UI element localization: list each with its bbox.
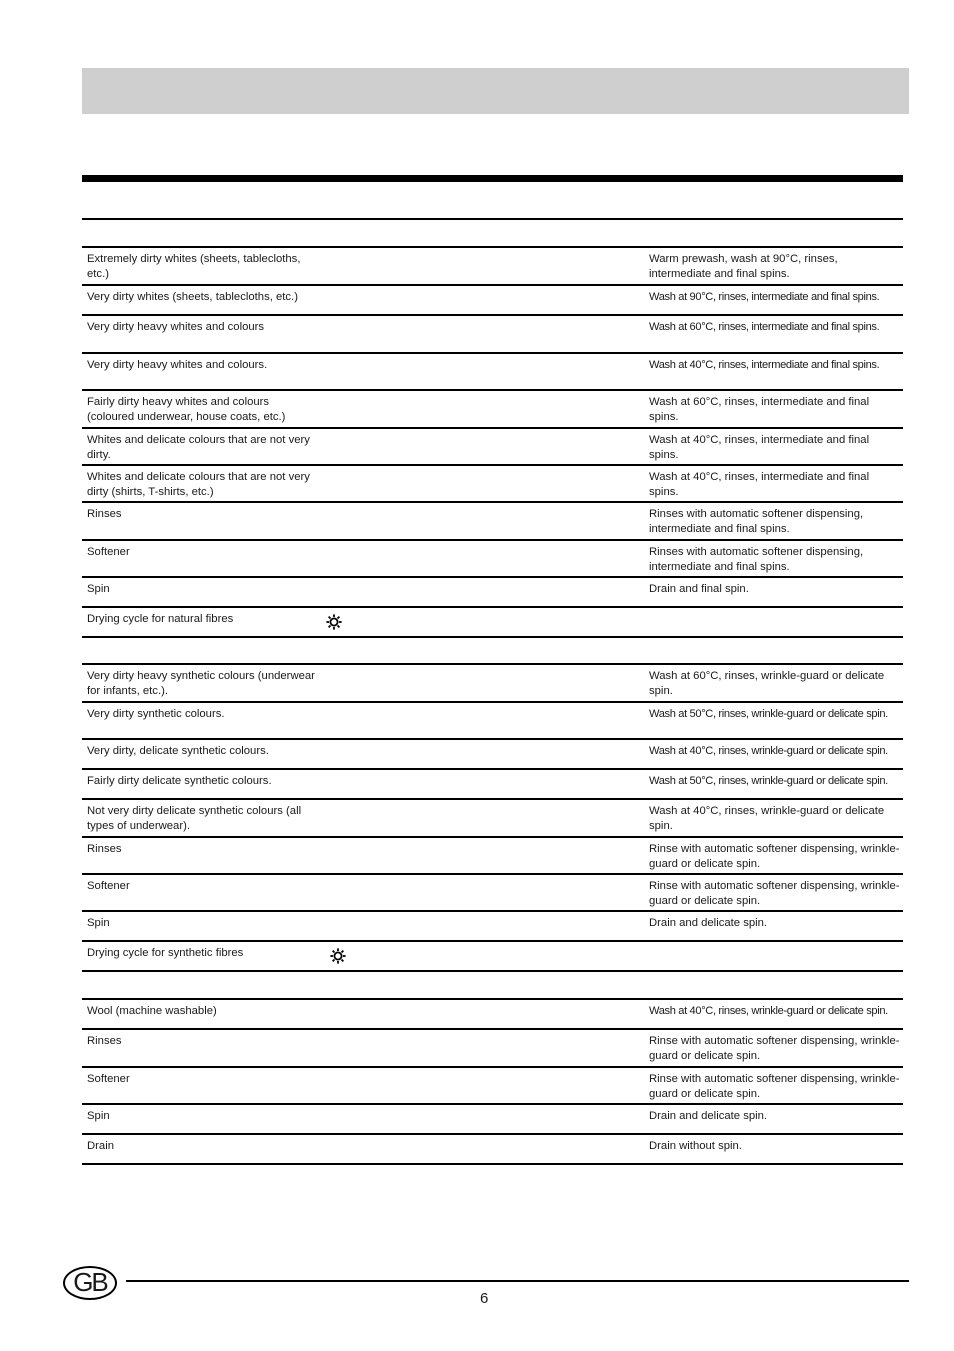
table-row	[82, 912, 903, 940]
row-rule	[82, 636, 903, 638]
sun-icon	[326, 614, 342, 630]
row-action: Wash at 40°C, rinses, intermediate and final spins.	[649, 359, 880, 371]
row-description: Whites and delicate colours that are not very dirty.	[87, 434, 310, 461]
row-description: Rinses	[87, 508, 122, 520]
table-row	[82, 942, 903, 970]
table-row	[82, 503, 903, 539]
sun-icon	[330, 948, 346, 964]
table-row	[82, 578, 903, 606]
table-row	[82, 1068, 903, 1103]
section-top-rule	[82, 175, 903, 182]
table-row	[82, 391, 903, 427]
row-action: Rinses with automatic softener dispensing, intermediate and final spins.	[649, 546, 864, 573]
table-row	[82, 770, 903, 798]
row-action: Wash at 60°C, rinses, intermediate and final spins.	[649, 321, 880, 333]
table-row	[82, 838, 903, 873]
table-row	[82, 875, 903, 910]
row-action: Drain and final spin.	[649, 583, 749, 595]
table-row	[82, 1030, 903, 1066]
row-description: Rinses	[87, 1035, 122, 1047]
table-header-rule	[82, 218, 903, 220]
row-action: Wash at 40°C, rinses, intermediate and final spins.	[649, 471, 870, 498]
row-action: Drain without spin.	[649, 1140, 742, 1152]
row-description: Very dirty, delicate synthetic colours.	[87, 745, 269, 757]
table-row	[82, 740, 903, 768]
row-description: Rinses	[87, 843, 122, 855]
row-action: Wash at 60°C, rinses, intermediate and final spins.	[649, 396, 870, 423]
row-description: Softener	[87, 1073, 130, 1085]
row-description: Not very dirty delicate synthetic colours (all types of underwear).	[87, 805, 302, 832]
row-description: Very dirty heavy whites and colours	[87, 321, 265, 333]
table-row	[82, 541, 903, 576]
row-description: Spin	[87, 917, 110, 929]
row-action: Wash at 50°C, rinses, wrinkle-guard or delicate spin.	[649, 775, 888, 787]
row-action: Wash at 40°C, rinses, wrinkle-guard or delicate spin.	[649, 1005, 888, 1017]
table-row	[82, 1000, 903, 1028]
row-action: Wash at 40°C, rinses, wrinkle-guard or delicate spin.	[649, 745, 888, 757]
table-row	[82, 1105, 903, 1133]
footer-rule	[126, 1280, 909, 1282]
table-row	[82, 429, 903, 464]
row-action: Wash at 50°C, rinses, wrinkle-guard or delicate spin.	[649, 708, 888, 720]
table-row	[82, 286, 903, 314]
row-action: Rinse with automatic softener dispensing, wrinkle-guard or delicate spin.	[649, 843, 900, 870]
row-action: Wash at 90°C, rinses, intermediate and final spins.	[649, 291, 880, 303]
row-description: Drying cycle for natural fibres	[87, 613, 234, 625]
row-action: Rinse with automatic softener dispensing, wrinkle-guard or delicate spin.	[649, 1073, 900, 1100]
page-number: 6	[480, 1290, 489, 1307]
row-description: Spin	[87, 583, 110, 595]
table-row	[82, 608, 903, 636]
row-description: Spin	[87, 1110, 110, 1122]
row-description: Wool (machine washable)	[87, 1005, 217, 1017]
row-action: Warm prewash, wash at 90°C, rinses, intermediate and final spins.	[649, 253, 838, 280]
row-description: Softener	[87, 546, 130, 558]
row-rule	[82, 970, 903, 972]
table-row	[82, 800, 903, 836]
country-badge: GB	[63, 1266, 117, 1300]
row-description: Very dirty heavy synthetic colours (underwear for infants, etc.).	[87, 670, 315, 697]
row-description: Very dirty whites (sheets, tablecloths, etc.)	[87, 291, 298, 303]
row-description: Drying cycle for synthetic fibres	[87, 947, 244, 959]
row-action: Rinses with automatic softener dispensing, intermediate and final spins.	[649, 508, 864, 535]
table-row	[82, 665, 903, 701]
table-row	[82, 1135, 903, 1163]
row-action: Wash at 40°C, rinses, wrinkle-guard or delicate spin.	[649, 805, 885, 832]
row-description: Whites and delicate colours that are not very dirty (shirts, T-shirts, etc.)	[87, 471, 310, 498]
row-action: Wash at 60°C, rinses, wrinkle-guard or delicate spin.	[649, 670, 885, 697]
table-row	[82, 354, 903, 389]
row-rule	[82, 1163, 903, 1165]
table-row	[82, 466, 903, 501]
row-description: Fairly dirty heavy whites and colours (coloured underwear, house coats, etc.)	[87, 396, 286, 423]
row-action: Wash at 40°C, rinses, intermediate and final spins.	[649, 434, 870, 461]
table-row	[82, 248, 903, 284]
row-description: Extremely dirty whites (sheets, tablecloths, etc.)	[87, 253, 301, 280]
header-band	[82, 68, 909, 114]
row-description: Drain	[87, 1140, 114, 1152]
row-description: Fairly dirty delicate synthetic colours.	[87, 775, 272, 787]
row-description: Very dirty heavy whites and colours.	[87, 359, 268, 371]
row-action: Rinse with automatic softener dispensing, wrinkle-guard or delicate spin.	[649, 1035, 900, 1062]
row-action: Drain and delicate spin.	[649, 1110, 768, 1122]
row-action: Drain and delicate spin.	[649, 917, 768, 929]
row-action: Rinse with automatic softener dispensing, wrinkle-guard or delicate spin.	[649, 880, 900, 907]
table-row	[82, 316, 903, 352]
row-description: Softener	[87, 880, 130, 892]
row-description: Very dirty synthetic colours.	[87, 708, 225, 720]
table-row	[82, 703, 903, 738]
